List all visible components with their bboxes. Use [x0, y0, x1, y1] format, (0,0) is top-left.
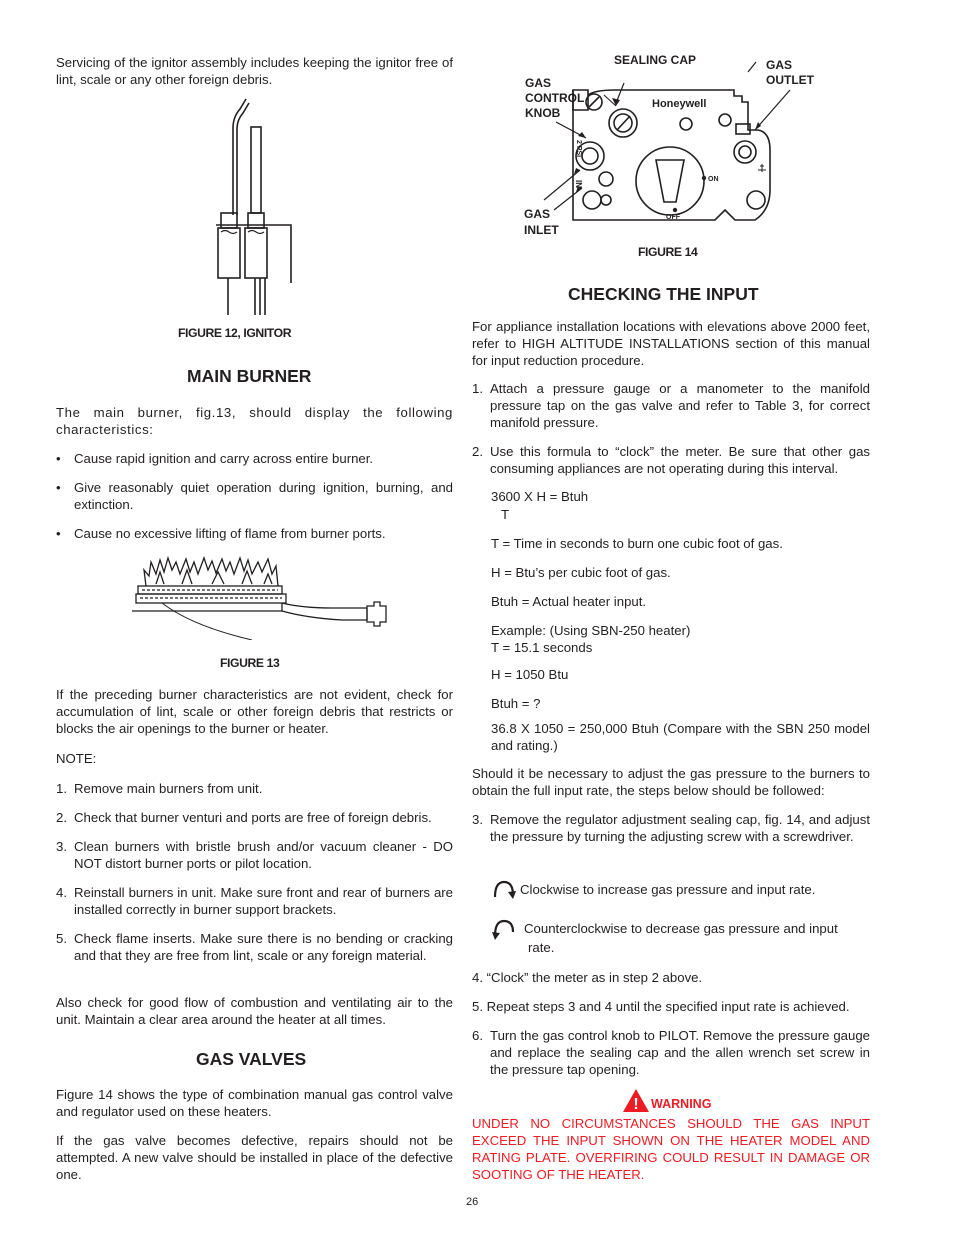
page-number: 26 [466, 1196, 479, 1208]
main-burner-heading: MAIN BURNER [187, 366, 312, 386]
bullet-text: Give reasonably quiet operation during ignition, burning, and extinction. [74, 480, 453, 512]
example-heading: Example: (Using SBN-250 heater) [491, 623, 691, 638]
gas-inlet-label-2: INLET [524, 223, 559, 237]
warning-label: WARNING [651, 1097, 712, 1111]
gas-valves-paragraph-2: If the gas valve becomes defective, repairs should not be attempted. A new valve should be installed in place of the defective one. [56, 1133, 453, 1182]
step-text: Clean burners with bristle brush and/or vacuum cleaner - DO NOT distort burner ports or pilot location. [74, 839, 453, 871]
ignitor-figure [206, 95, 306, 317]
sealing-cap-label: SEALING CAP [614, 53, 697, 67]
step-text: Reinstall burners in unit. Make sure front and rear of burners are installed correctly in burner support brackets. [74, 885, 453, 917]
bullet-text: Cause no excessive lifting of flame from burner ports. [74, 526, 386, 541]
figure-14-caption: FIGURE 14 [638, 245, 698, 259]
step-text: Check that burner venturi and ports are free of foreign debris. [74, 810, 432, 825]
gas-valves-paragraph-1: Figure 14 shows the type of combination manual gas control valve and regulator used on these heaters. [56, 1087, 453, 1119]
step-number: 3. [56, 839, 67, 854]
example-t: T = 15.1 seconds [491, 640, 593, 655]
knob-off-label: OFF [666, 214, 680, 221]
counterclockwise-text: Counterclockwise to decrease gas pressure and input [524, 921, 838, 936]
formula-numerator: 3600 X H = Btuh [491, 489, 589, 504]
step-number: 4. [56, 885, 67, 900]
step-number: 2. [472, 444, 483, 459]
step-number: 5. [56, 931, 67, 946]
bullet-mark: • [56, 526, 61, 541]
step-text: Remove main burners from unit. [74, 781, 263, 796]
psi-mark: 2 PSI [575, 140, 582, 158]
gas-control-label-3: KNOB [525, 106, 561, 120]
step-number: 1. [56, 781, 67, 796]
bullet-text: Cause rapid ignition and carry across entire burner. [74, 451, 374, 466]
gas-valves-heading: GAS VALVES [196, 1049, 307, 1069]
also-paragraph: Also check for good flow of combustion and ventilating air to the unit. Maintain a clear area around the heater at all times. [56, 995, 453, 1027]
burner-figure [132, 556, 394, 640]
step-text: Remove the regulator adjustment sealing cap, fig. 14, and adjust the pressure by turning the adjusting screw with a screwdriver. [490, 812, 870, 844]
in-mark: IN [574, 180, 583, 188]
gas-valve-figure [520, 50, 830, 242]
step-number: 2. [56, 810, 67, 825]
gas-control-label-1: GAS [525, 76, 552, 90]
definition-h: H = Btu’s per cubic foot of gas. [491, 565, 671, 580]
step-text: Attach a pressure gauge or a manometer to the manifold pressure tap on the gas valve and refer to Table 3, for correct manifold pressure. [490, 381, 870, 430]
bullet-mark: • [56, 451, 61, 466]
figure-12-caption: FIGURE 12, IGNITOR [178, 326, 292, 340]
example-h: H = 1050 Btu [491, 667, 569, 682]
example-calculation: 36.8 X 1050 = 250,000 Btuh (Compare with the SBN 250 model and rating.) [491, 721, 870, 753]
step-number: 3. [472, 812, 483, 827]
knob-on-label: ON [708, 176, 719, 183]
warning-text: UNDER NO CIRCUMSTANCES SHOULD THE GAS INPUT EXCEED THE INPUT SHOWN ON THE HEATER MODEL AND RATING PLATE. OVERFIRING COULD RESULT IN DAMAGE OR SOOTING OF THE HEATER. [472, 1116, 870, 1182]
step-text: Turn the gas control knob to PILOT. Remove the pressure gauge and replace the sealing cap and the allen wrench set screw in the pressure tap opening. [490, 1028, 870, 1077]
warning-icon [622, 1088, 650, 1113]
main-burner-intro: The main burner, fig.13, should display the following characteristics: [56, 405, 453, 437]
checking-input-heading: CHECKING THE INPUT [568, 284, 759, 304]
gas-inlet-label-1: GAS [524, 207, 551, 221]
formula-denominator: T [501, 507, 510, 522]
step-text: Check flame inserts. Make sure there is no bending or cracking and that they are free from lint, scale or any foreign material. [74, 931, 453, 963]
definition-t: T = Time in seconds to burn one cubic foot of gas. [491, 536, 783, 551]
figure-13-caption: FIGURE 13 [220, 656, 280, 670]
checking-intro: For appliance installation locations with elevations above 2000 feet, refer to HIGH ALTITUDE INSTALLATIONS section of this manual for input reduction procedure. [472, 319, 870, 368]
definition-btuh: Btuh = Actual heater input. [491, 594, 647, 609]
step-5: 5. Repeat steps 3 and 4 until the specified input rate is achieved. [472, 999, 850, 1014]
ignitor-intro: Servicing of the ignitor assembly includes keeping the ignitor free of lint, scale or any other foreign debris. [56, 55, 453, 87]
step-text: Use this formula to “clock” the meter. Be sure that other gas consuming appliances are not operating during this interval. [490, 444, 870, 476]
clockwise-text: Clockwise to increase gas pressure and input rate. [520, 882, 816, 897]
bullet-mark: • [56, 480, 61, 495]
example-btuh: Btuh = ? [491, 696, 541, 711]
note-label: NOTE: [56, 751, 97, 766]
clockwise-arrow-icon [492, 877, 516, 901]
adjust-paragraph: Should it be necessary to adjust the gas pressure to the burners to obtain the full input rate, the steps below should be followed: [472, 766, 870, 798]
warning-exclamation: ! [633, 1096, 639, 1113]
step-number: 6. [472, 1028, 483, 1043]
counterclockwise-text-end: rate. [528, 940, 555, 955]
step-number: 1. [472, 381, 483, 396]
step-4: 4. “Clock” the meter as in step 2 above. [472, 970, 703, 985]
counterclockwise-arrow-icon [492, 918, 516, 942]
honeywell-brand: Honeywell [652, 98, 707, 110]
preceding-paragraph: If the preceding burner characteristics are not evident, check for accumulation of lint, scale or other foreign debris that restricts or blocks the air openings to the burner or heater. [56, 687, 453, 736]
gas-outlet-label-1: GAS [766, 58, 793, 72]
gas-control-label-2: CONTROL [525, 91, 585, 105]
gas-outlet-label-2: OUTLET [766, 73, 814, 87]
